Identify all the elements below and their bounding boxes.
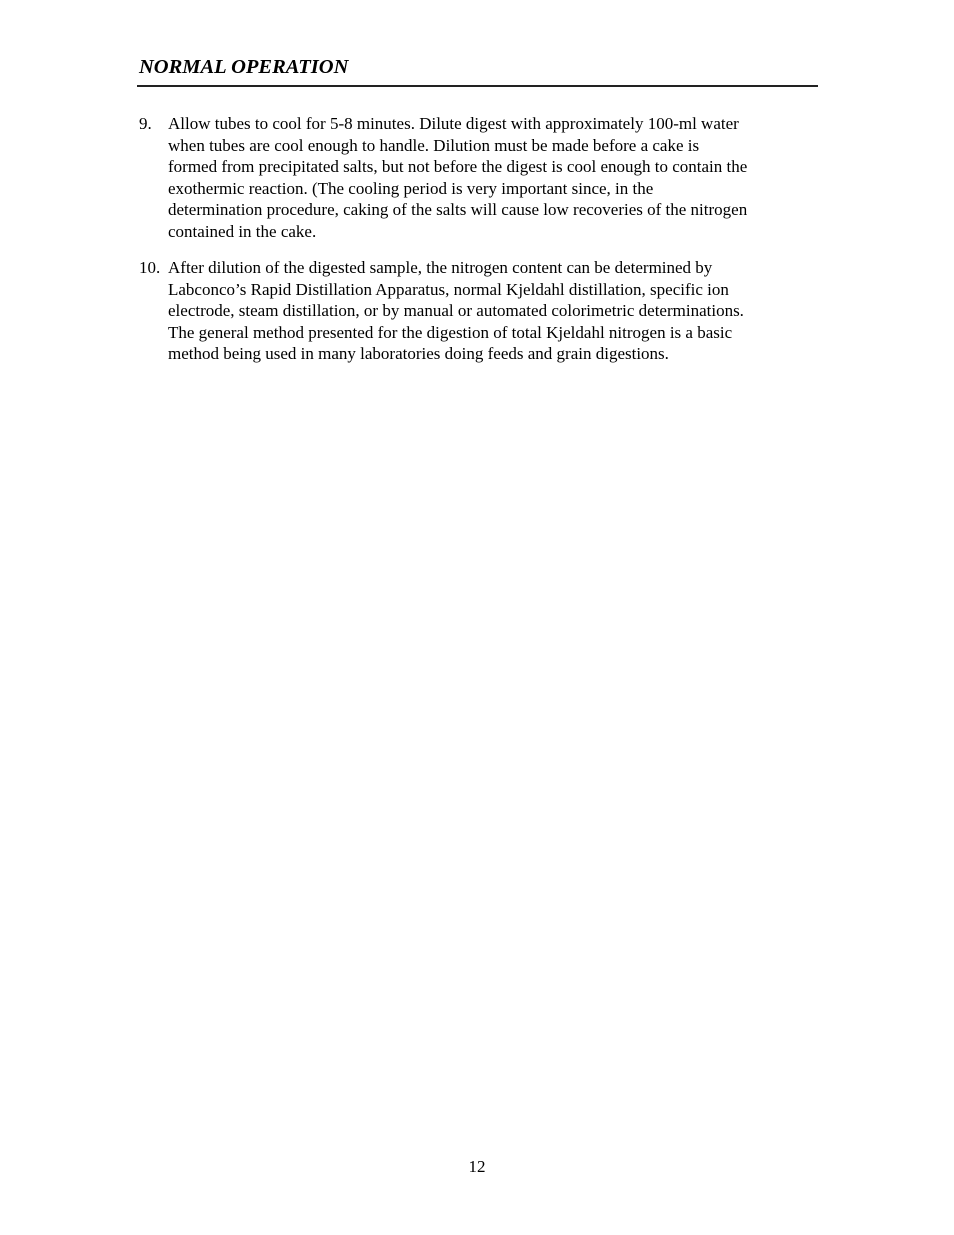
item-text-line: Allow tubes to cool for 5-8 minutes. Dilute digest with approximately 100-ml water (168, 114, 739, 133)
header-rule (137, 85, 818, 87)
item-text-line: The general method presented for the digestion of total Kjeldahl nitrogen is a basic (168, 322, 733, 342)
item-text-line: exothermic reaction. (The cooling period is very important since, in the (168, 178, 654, 198)
section-title: NORMAL OPERATION (139, 56, 349, 78)
item-number: 10. (139, 258, 161, 277)
item-number: 9. (139, 114, 152, 133)
list-item-9 (139, 113, 747, 242)
item-text-line: determination procedure, caking of the salts will cause low recoveries of the nitrogen (168, 200, 748, 219)
item-text-line: when tubes are cool enough to handle. Dilution must be made before a cake is (168, 135, 700, 155)
item-text-line: After dilution of the digested sample, the nitrogen content can be determined by (168, 258, 713, 277)
item-text-line: formed from precipitated salts, but not before the digest is cool enough to contain the (168, 157, 748, 176)
item-text-line: electrode, steam distillation, or by manual or automated colorimetric determinations. (168, 301, 744, 320)
page-number: 12 (468, 1157, 486, 1176)
item-text-line: contained in the cake. (168, 221, 317, 241)
list-item-10 (139, 257, 744, 365)
item-text-line: method being used in many laboratories doing feeds and grain digestions. (168, 344, 669, 363)
item-text-line: Labconco’s Rapid Distillation Apparatus, normal Kjeldahl distillation, specific ion (168, 279, 729, 299)
